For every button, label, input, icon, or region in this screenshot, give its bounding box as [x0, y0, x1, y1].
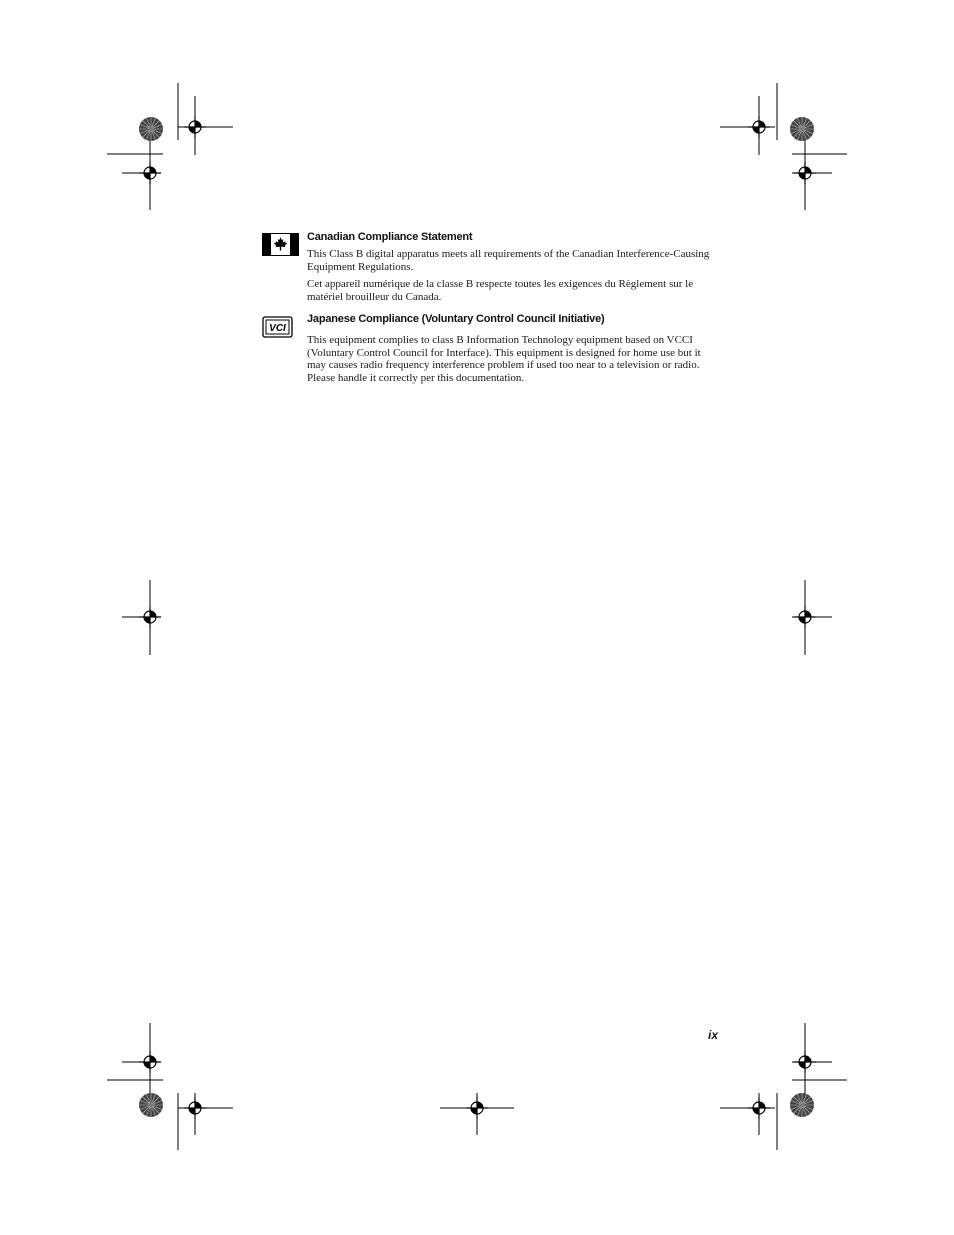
vcci-logo-text: VCI: [269, 323, 286, 334]
canada-flag-icon: [262, 233, 299, 256]
canadian-compliance-french: Cet appareil numérique de la classe B respecte toutes les exigences du Règlement sur le matériel brouilleur du Canada.: [307, 278, 694, 303]
page-number: ix: [708, 1028, 719, 1042]
canadian-compliance-section: [307, 231, 722, 308]
vcci-logo-icon: [262, 316, 293, 338]
japanese-compliance-section: [307, 313, 722, 389]
canadian-compliance-heading: Canadian Compliance Statement: [307, 231, 473, 243]
japanese-compliance-heading: Japanese Compliance (Voluntary Control Council Initiative): [307, 313, 605, 325]
canadian-compliance-english: This Class B digital apparatus meets all requirements of the Canadian Interference-Causing Equipment Regulations.: [307, 248, 710, 273]
japanese-compliance-text: This equipment complies to class B Information Technology equipment based on VCCI (Voluntary Control Council for Interface). This equipment is designed for home use but it may causes radio frequency interference problem if used too near to a television or radio. Please handle it correctly per this documentation.: [307, 334, 701, 384]
